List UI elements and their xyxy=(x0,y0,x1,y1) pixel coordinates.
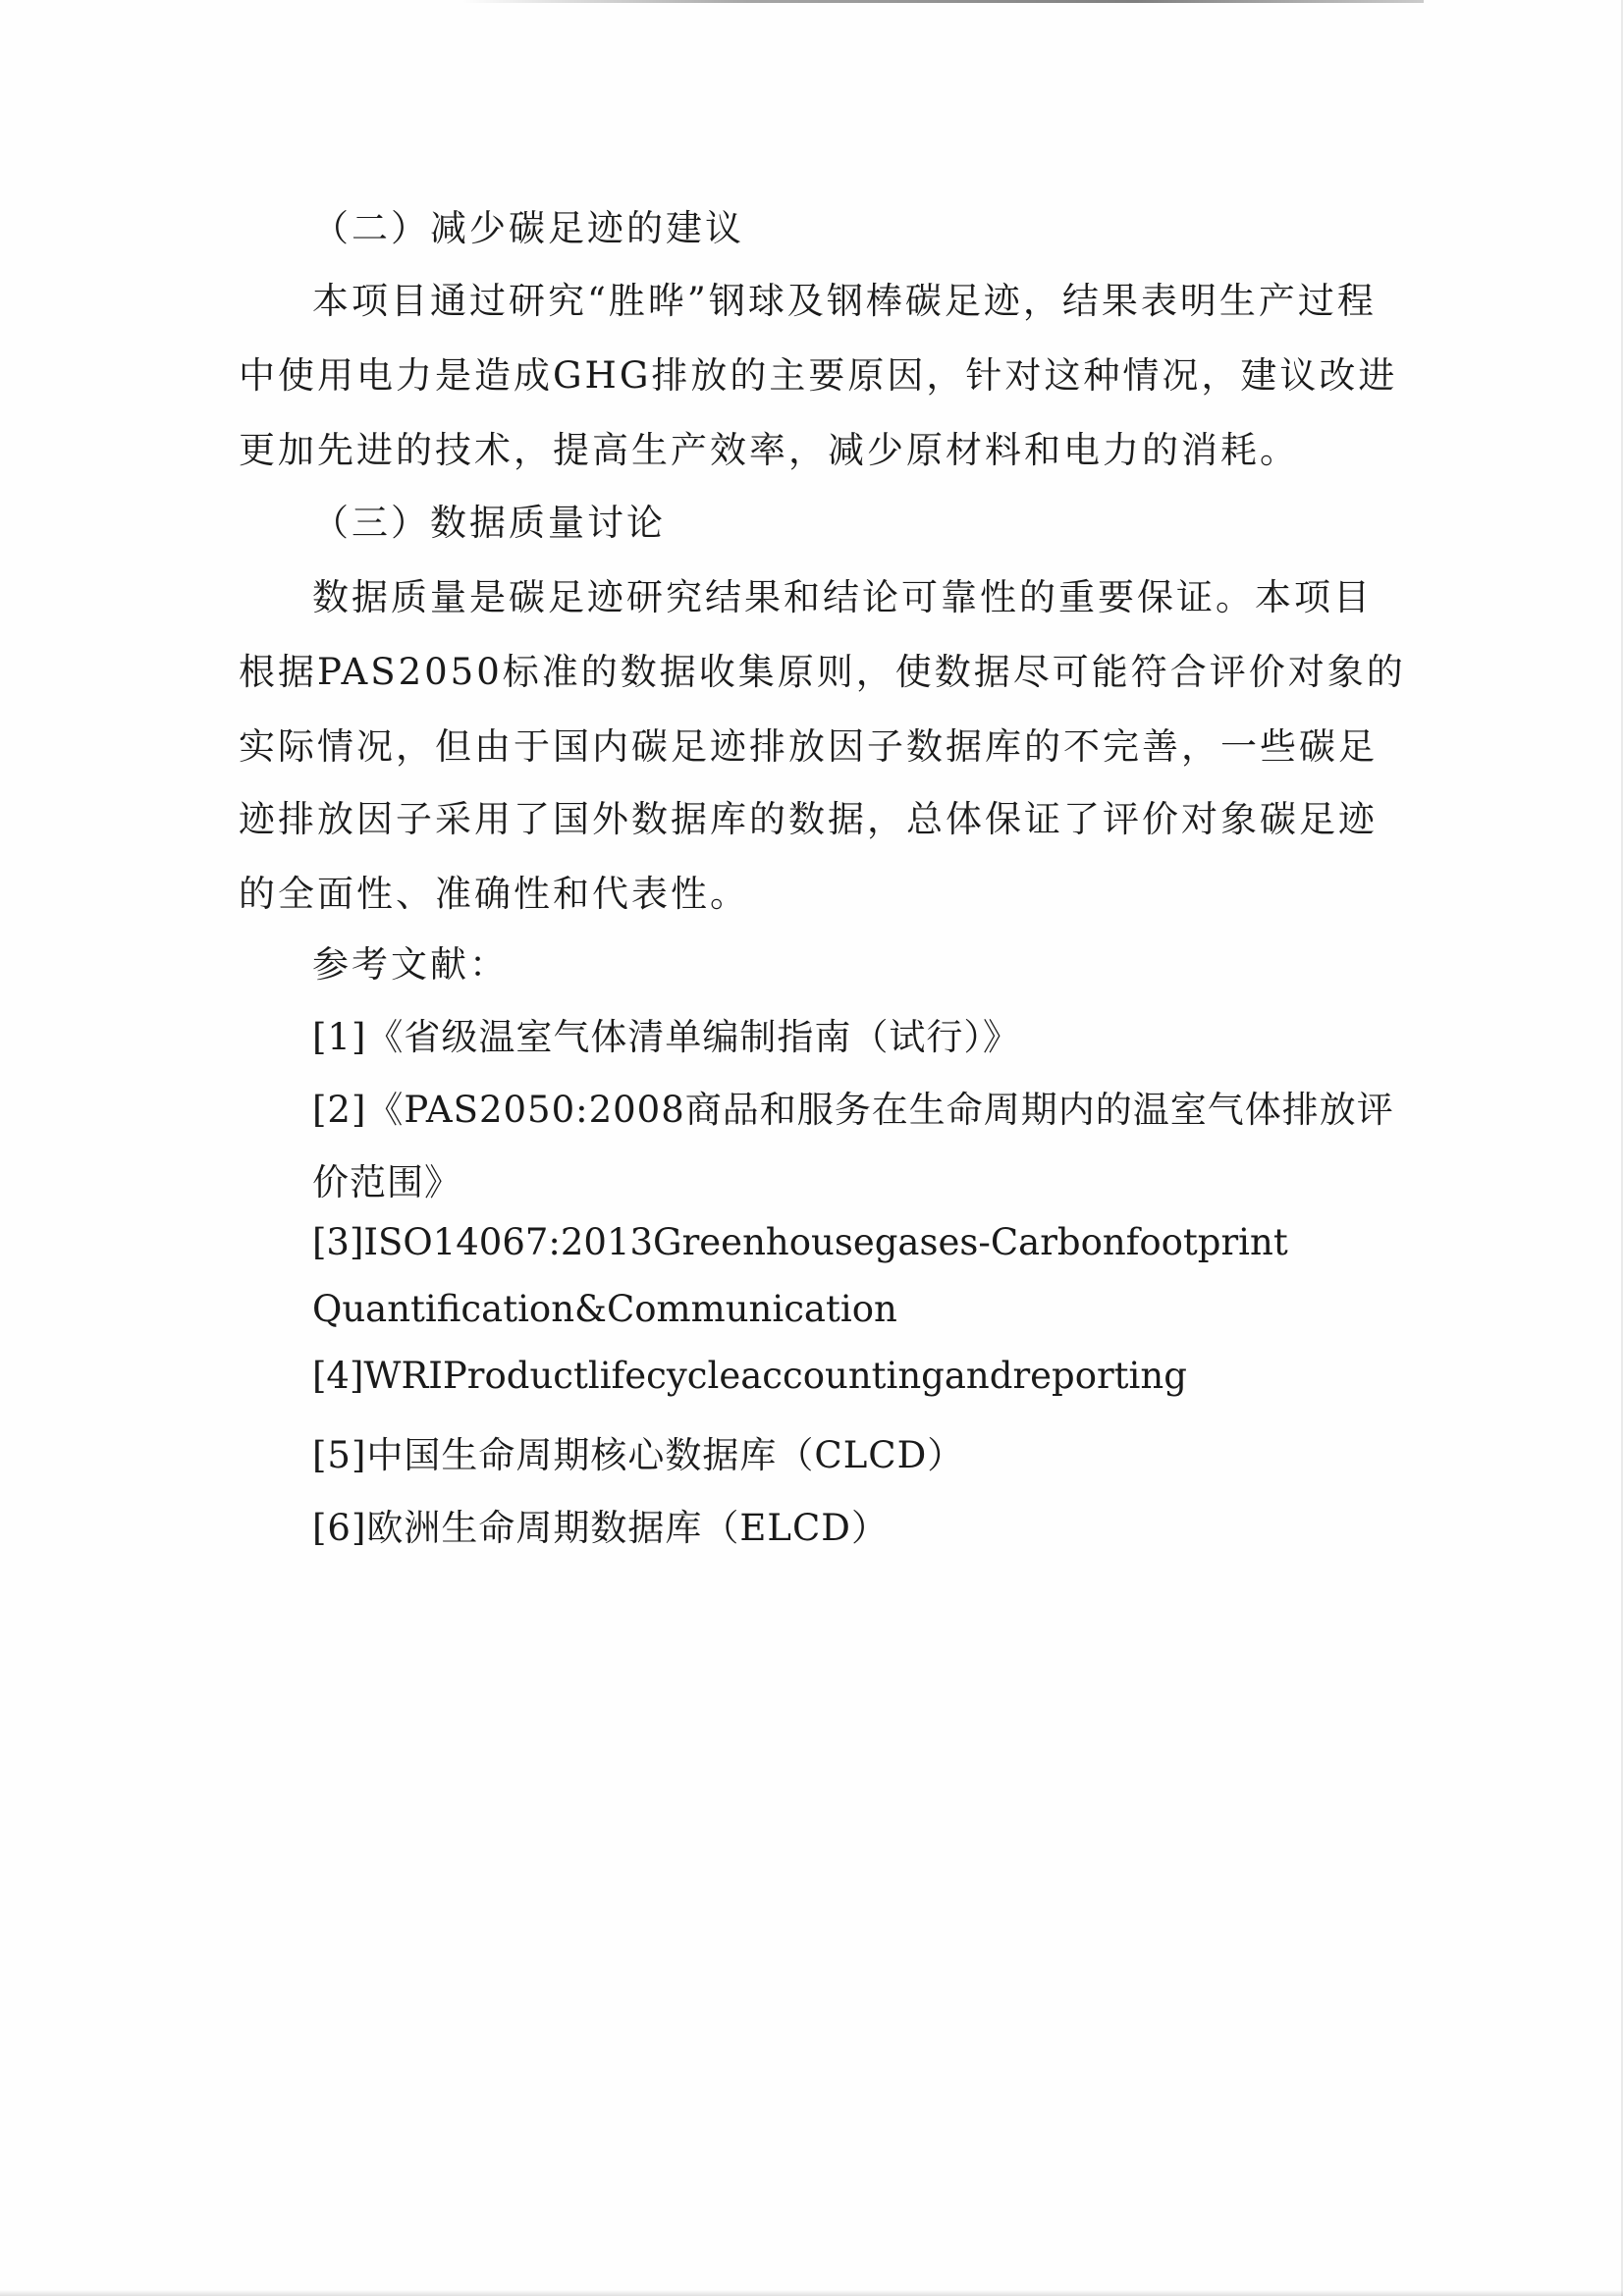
reference-item-3: [3]ISO14067:2013Greenhousegases-Carbonfootprint xyxy=(312,1221,1288,1263)
paragraph-1-line-1: 本项目通过研究“胜晔”钢球及钢棒碳足迹，结果表明生产过程 xyxy=(312,280,1377,322)
paragraph-2-line-2: 根据PAS2050标准的数据收集原则，使数据尽可能符合评价对象的 xyxy=(239,651,1406,693)
paragraph-1-line-3: 更加先进的技术，提高生产效率，减少原材料和电力的消耗。 xyxy=(239,429,1299,471)
reference-item-4: [4]WRIProductlifecycleaccountingandreporting xyxy=(312,1355,1187,1397)
section-heading-2: （二）减少碳足迹的建议 xyxy=(312,207,744,249)
paragraph-1-line-2: 中使用电力是造成GHG排放的主要原因，针对这种情况，建议改进 xyxy=(239,354,1398,397)
section-heading-3: （三）数据质量讨论 xyxy=(312,502,666,544)
reference-item-3-continued: Quantification&Communication xyxy=(312,1288,897,1330)
reference-item-5: [5]中国生命周期核心数据库（CLCD） xyxy=(312,1434,965,1476)
paragraph-2-line-3: 实际情况，但由于国内碳足迹排放因子数据库的不完善，一些碳足 xyxy=(239,725,1378,768)
paragraph-2-line-5: 的全面性、准确性和代表性。 xyxy=(239,873,749,915)
references-title: 参考文献： xyxy=(312,943,509,986)
reference-item-2-continued: 价范围》 xyxy=(312,1161,461,1203)
reference-item-1: [1]《省级温室气体清单编制指南（试行）》 xyxy=(312,1016,1020,1058)
reference-item-2: [2]《PAS2050:2008商品和服务在生命周期内的温室气体排放评 xyxy=(312,1089,1394,1131)
reference-item-6: [6]欧洲生命周期数据库（ELCD） xyxy=(312,1507,889,1549)
paragraph-2-line-1: 数据质量是碳足迹研究结果和结论可靠性的重要保证。本项目 xyxy=(312,576,1373,618)
scan-edge-bottom xyxy=(0,2290,1623,2296)
paragraph-2-line-4: 迹排放因子采用了国外数据库的数据，总体保证了评价对象碳足迹 xyxy=(239,798,1378,840)
scan-edge-top xyxy=(461,0,1424,3)
